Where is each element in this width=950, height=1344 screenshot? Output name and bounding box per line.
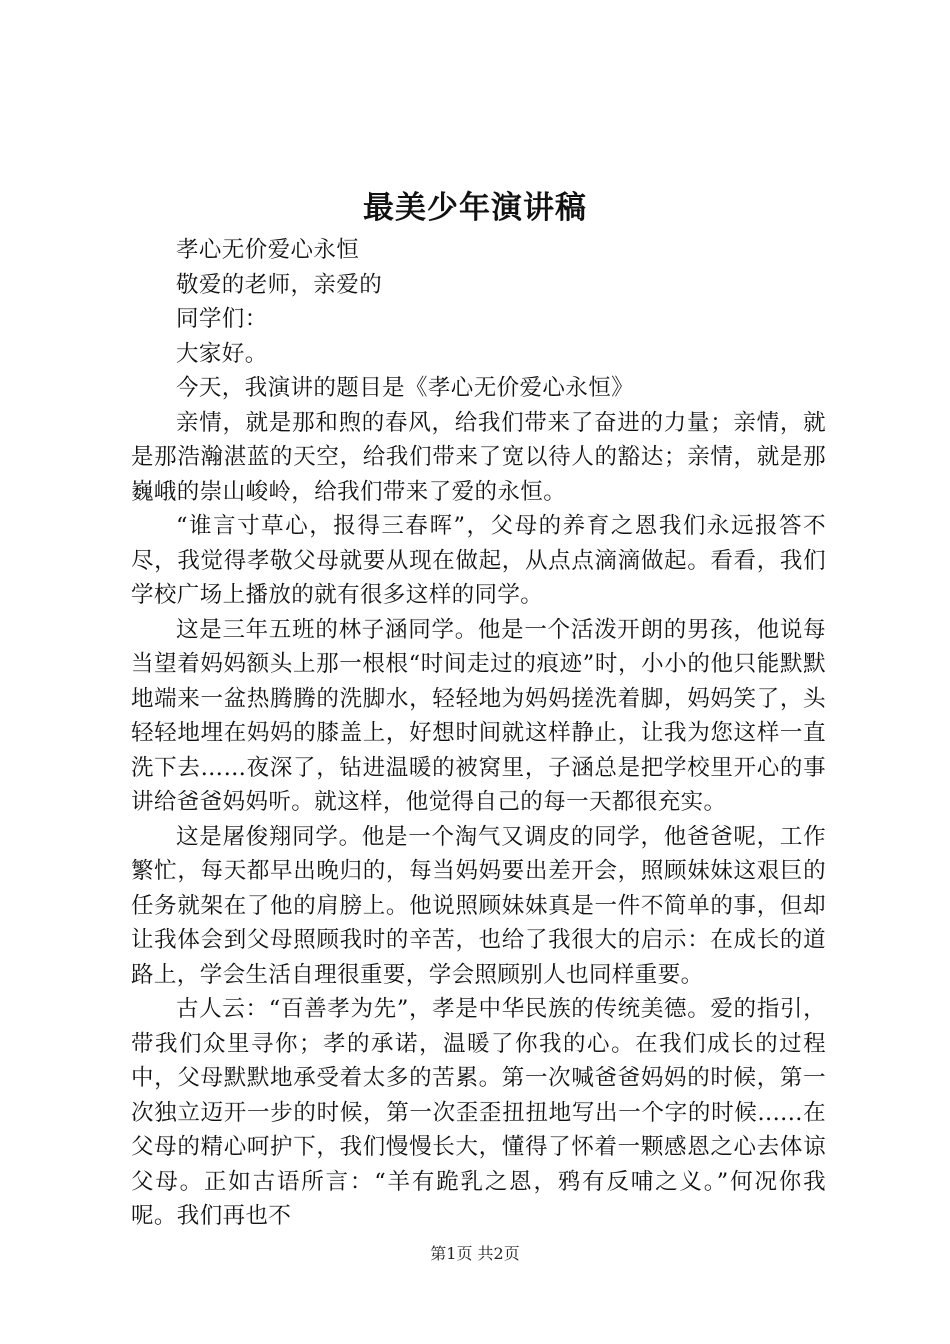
paragraph-salutation-cont: 同学们： (176, 306, 268, 332)
paragraph-body: “谁言寸草心，报得三春晖”，父母的养育之恩我们永远报答不尽，我觉得孝敬父母就要从现在做起，从点点滴滴做起。看看，我们学校广场上播放的就有很多这样的同学。 (131, 513, 826, 608)
paragraph-body: 这是屠俊翔同学。他是一个淘气又调皮的同学，他爸爸呢，工作繁忙，每天都早出晚归的，每当妈妈要出差开会，照顾妹妹这艰巨的任务就架在了他的肩膀上。他说照顾妹妹真是一件不简单的事，但却让我体会到父母照顾我时的辛苦，也给了我很大的启示：在成长的道路上，学会生活自理很重要，学会照顾别人也同样重要。 (131, 823, 826, 988)
paragraph-salutation: 敬爱的老师，亲爱的 (176, 271, 383, 298)
paragraph-body: 这是三年五班的林子涵同学。他是一个活泼开朗的男孩，他说每当望着妈妈额头上那一根根“时间走过的痕迹”时，小小的他只能默默地端来一盆热腾腾的洗脚水，轻轻地为妈妈搓洗着脚，妈妈笑了，头轻轻地埋在妈妈的膝盖上，好想时间就这样静止，让我为您这样一直洗下去……夜深了，钻进温暖的被窝里，子涵总是把学校里开心的事讲给爸爸妈妈听。就这样，他觉得自己的每一天都很充实。 (131, 616, 826, 815)
paragraph-subtitle: 孝心无价爱心永恒 (176, 237, 360, 263)
paragraph-topic: 今天，我演讲的题目是《孝心无价爱心永恒》 (176, 375, 635, 401)
page-title: 最美少年演讲稿 (363, 190, 587, 226)
paragraph-greeting: 大家好。 (176, 340, 268, 367)
page-number-footer: 第1页 共2页 (430, 1244, 520, 1263)
paragraph-body: 亲情，就是那和煦的春风，给我们带来了奋进的力量；亲情，就是那浩瀚湛蓝的天空，给我们带来了宽以待人的豁达；亲情，就是那巍峨的崇山峻岭，给我们带来了爱的永恒。 (131, 409, 826, 505)
document-body (131, 233, 826, 1234)
paragraph-body: 古人云：“百善孝为先”，孝是中华民族的传统美德。爱的指引，带我们众里寻你；孝的承诺，温暖了你我的心。在我们成长的过程中，父母默默地承受着太多的苦累。第一次喊爸爸妈妈的时候，第一次独立迈开一步的时候，第一次歪歪扭扭地写出一个字的时候......在父母的精心呵护下，我们慢慢长大，懂得了怀着一颗感恩之心去体谅父母。正如古语所言：“羊有跪乳之恩，鸦有反哺之义。”何况你我呢。我们再也不 (131, 996, 826, 1229)
